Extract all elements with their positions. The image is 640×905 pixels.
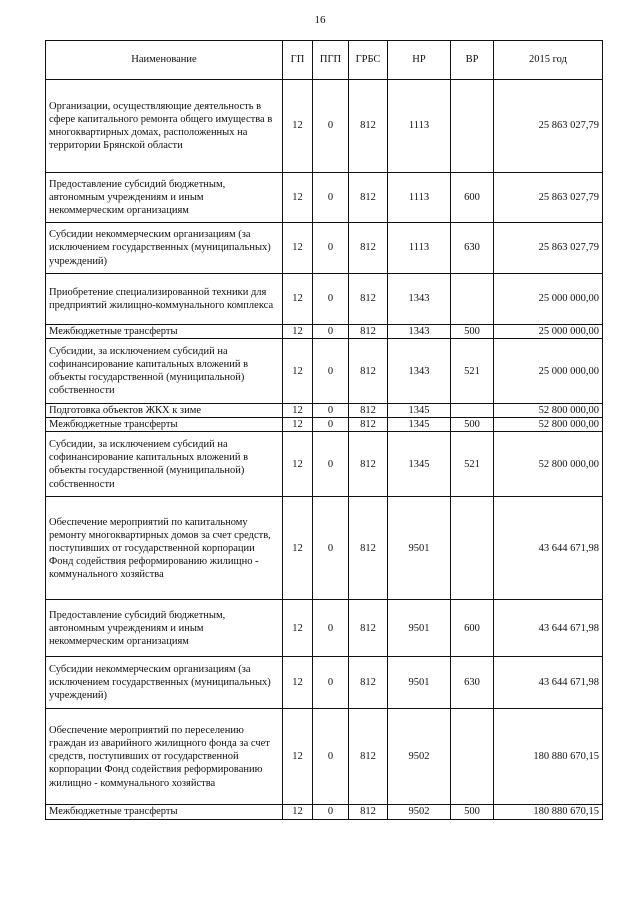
- row-vr: [451, 274, 494, 325]
- row-name: Предоставление субсидий бюджетным, автономным учреждениям и иным некоммерческим организациям: [46, 173, 283, 223]
- row-gp: 12: [283, 805, 313, 819]
- row-gp: 12: [283, 80, 313, 173]
- row-name: Межбюджетные трансферты: [46, 418, 283, 432]
- row-vr: 500: [451, 418, 494, 432]
- row-grbs: 812: [349, 223, 388, 274]
- table-row: [46, 657, 603, 709]
- row-name: Обеспечение мероприятий по капитальному ремонту многоквартирных домов за счет средств, поступивших от государственной корпорации Фонд содействия реформированию жилищно - коммунального хозяйства: [46, 497, 283, 600]
- row-amount: 25 863 027,79: [494, 173, 603, 223]
- row-vr: 521: [451, 432, 494, 497]
- row-vr: 521: [451, 339, 494, 404]
- row-nr: 1343: [388, 325, 451, 339]
- row-nr: 1345: [388, 432, 451, 497]
- row-pgp: 0: [313, 80, 349, 173]
- row-amount: 52 800 000,00: [494, 432, 603, 497]
- row-pgp: 0: [313, 223, 349, 274]
- row-amount: 52 800 000,00: [494, 404, 603, 418]
- row-amount: 25 863 027,79: [494, 80, 603, 173]
- table-row: [46, 223, 603, 274]
- header-vr: ВР: [451, 41, 494, 80]
- row-vr: [451, 80, 494, 173]
- row-amount: 25 000 000,00: [494, 325, 603, 339]
- row-gp: 12: [283, 600, 313, 657]
- row-pgp: 0: [313, 432, 349, 497]
- row-amount: 25 000 000,00: [494, 339, 603, 404]
- row-gp: 12: [283, 223, 313, 274]
- row-gp: 12: [283, 432, 313, 497]
- table-header-row: [46, 41, 603, 80]
- row-gp: 12: [283, 325, 313, 339]
- row-grbs: 812: [349, 325, 388, 339]
- row-gp: 12: [283, 657, 313, 709]
- row-gp: 12: [283, 404, 313, 418]
- row-vr: [451, 404, 494, 418]
- row-pgp: 0: [313, 339, 349, 404]
- row-grbs: 812: [349, 600, 388, 657]
- row-gp: 12: [283, 418, 313, 432]
- row-nr: 1113: [388, 173, 451, 223]
- row-gp: 12: [283, 173, 313, 223]
- row-nr: 9502: [388, 805, 451, 819]
- row-nr: 9501: [388, 497, 451, 600]
- row-vr: [451, 709, 494, 805]
- row-gp: 12: [283, 709, 313, 805]
- row-pgp: 0: [313, 274, 349, 325]
- row-nr: 1113: [388, 80, 451, 173]
- table-row: [46, 600, 603, 657]
- row-gp: 12: [283, 497, 313, 600]
- table-row: [46, 173, 603, 223]
- table-row: [46, 418, 603, 432]
- page-number: 16: [314, 14, 326, 26]
- table-row: [46, 325, 603, 339]
- row-pgp: 0: [313, 418, 349, 432]
- row-vr: 630: [451, 223, 494, 274]
- row-vr: 600: [451, 173, 494, 223]
- row-vr: 630: [451, 657, 494, 709]
- row-nr: 1345: [388, 418, 451, 432]
- row-grbs: 812: [349, 432, 388, 497]
- row-grbs: 812: [349, 404, 388, 418]
- row-grbs: 812: [349, 418, 388, 432]
- header-name: Наименование: [46, 41, 283, 80]
- row-amount: 43 644 671,98: [494, 657, 603, 709]
- row-amount: 43 644 671,98: [494, 600, 603, 657]
- table-row: [46, 805, 603, 819]
- row-grbs: 812: [349, 274, 388, 325]
- row-pgp: 0: [313, 600, 349, 657]
- row-grbs: 812: [349, 80, 388, 173]
- row-name: Обеспечение мероприятий по переселению граждан из аварийного жилищного фонда за счет средств, поступивших от государственной корпорации Фонд содействия реформированию жилищно - коммунального хозяйства: [46, 709, 283, 805]
- row-nr: 1343: [388, 339, 451, 404]
- row-pgp: 0: [313, 497, 349, 600]
- row-gp: 12: [283, 274, 313, 325]
- table-row: [46, 404, 603, 418]
- row-amount: 180 880 670,15: [494, 709, 603, 805]
- row-pgp: 0: [313, 325, 349, 339]
- row-name: Межбюджетные трансферты: [46, 805, 283, 819]
- row-vr: 500: [451, 805, 494, 819]
- row-name: Подготовка объектов ЖКХ к зиме: [46, 404, 283, 418]
- row-pgp: 0: [313, 657, 349, 709]
- row-pgp: 0: [313, 805, 349, 819]
- row-pgp: 0: [313, 173, 349, 223]
- row-grbs: 812: [349, 339, 388, 404]
- header-grbs: ГРБС: [349, 41, 388, 80]
- header-nr: НР: [388, 41, 451, 80]
- table-row: [46, 274, 603, 325]
- row-grbs: 812: [349, 805, 388, 819]
- row-amount: 52 800 000,00: [494, 418, 603, 432]
- row-grbs: 812: [349, 709, 388, 805]
- row-name: Предоставление субсидий бюджетным, автономным учреждениям и иным некоммерческим организациям: [46, 600, 283, 657]
- row-nr: 9501: [388, 600, 451, 657]
- row-amount: 180 880 670,15: [494, 805, 603, 819]
- row-nr: 1345: [388, 404, 451, 418]
- row-name: Организации, осуществляющие деятельность в сфере капитального ремонта общего имущества в многоквартирных домах, расположенных на территории Брянской области: [46, 80, 283, 173]
- row-vr: [451, 497, 494, 600]
- row-name: Субсидии некоммерческим организациям (за исключением государственных (муниципальных) учреждений): [46, 223, 283, 274]
- row-amount: 43 644 671,98: [494, 497, 603, 600]
- row-name: Субсидии, за исключением субсидий на софинансирование капитальных вложений в объекты государственной (муниципальной) собственности: [46, 432, 283, 497]
- row-vr: 500: [451, 325, 494, 339]
- header-gp: ГП: [283, 41, 313, 80]
- table-row: [46, 339, 603, 404]
- table-row: [46, 432, 603, 497]
- row-nr: 1343: [388, 274, 451, 325]
- table-row: [46, 80, 603, 173]
- row-nr: 1113: [388, 223, 451, 274]
- table-row: [46, 709, 603, 805]
- row-nr: 9502: [388, 709, 451, 805]
- row-grbs: 812: [349, 173, 388, 223]
- row-name: Приобретение специализированной техники для предприятий жилищно-коммунального комплекса: [46, 274, 283, 325]
- row-grbs: 812: [349, 497, 388, 600]
- row-vr: 600: [451, 600, 494, 657]
- header-pgp: ПГП: [313, 41, 349, 80]
- row-name: Субсидии, за исключением субсидий на софинансирование капитальных вложений в объекты государственной (муниципальной) собственности: [46, 339, 283, 404]
- row-nr: 9501: [388, 657, 451, 709]
- row-grbs: 812: [349, 657, 388, 709]
- row-amount: 25 000 000,00: [494, 274, 603, 325]
- row-amount: 25 863 027,79: [494, 223, 603, 274]
- header-year: 2015 год: [494, 41, 603, 80]
- row-name: Межбюджетные трансферты: [46, 325, 283, 339]
- row-pgp: 0: [313, 709, 349, 805]
- budget-table: [45, 40, 603, 820]
- row-pgp: 0: [313, 404, 349, 418]
- table-row: [46, 497, 603, 600]
- row-gp: 12: [283, 339, 313, 404]
- row-name: Субсидии некоммерческим организациям (за исключением государственных (муниципальных) учреждений): [46, 657, 283, 709]
